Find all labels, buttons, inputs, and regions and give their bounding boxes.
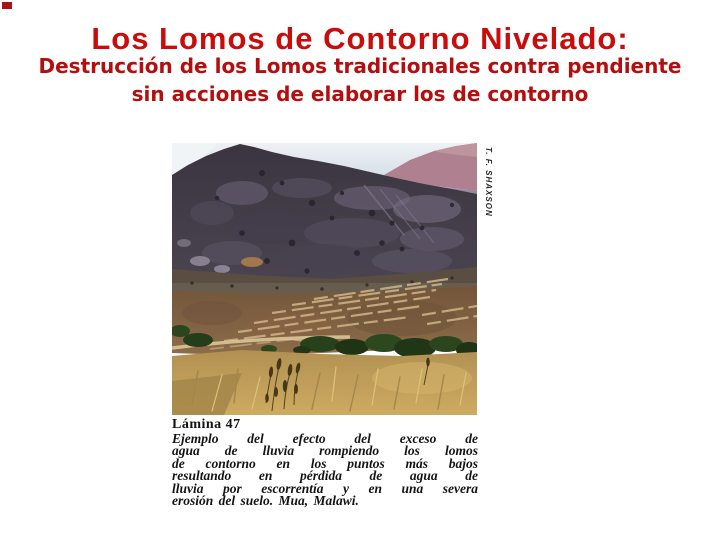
slide-subtitle-line-2: sin acciones de elaborar los de contorno [131,82,589,106]
figure-caption [172,417,478,507]
caption-line: resultando en pérdida de agua de [172,468,478,484]
photo-credit: T. F. SHAXSON [484,147,493,217]
figure-caption-title: Lámina 47 [172,417,241,432]
caption-line: erosión del suelo. Mua, Malawi. [172,493,359,509]
caption-line: lluvia por escorrentía y en una severa [172,480,478,496]
corner-artifact-mark [2,2,12,9]
caption-line: de contorno en los puntos más bajos [172,455,478,471]
slide-title: Los Lomos de Contorno Nivelado: [91,21,629,56]
figure-caption-body [172,433,478,507]
caption-line: agua de lluvia rompiendo los lomos [172,443,478,459]
slide-subtitle [0,52,720,108]
hillside-photo [172,143,477,415]
caption-line: Ejemplo del efecto del exceso de [172,431,478,446]
slide-subtitle-line-1: Destrucción de los Lomos tradicionales contra pendiente [38,54,682,78]
photo-grass-foreground [172,350,477,415]
